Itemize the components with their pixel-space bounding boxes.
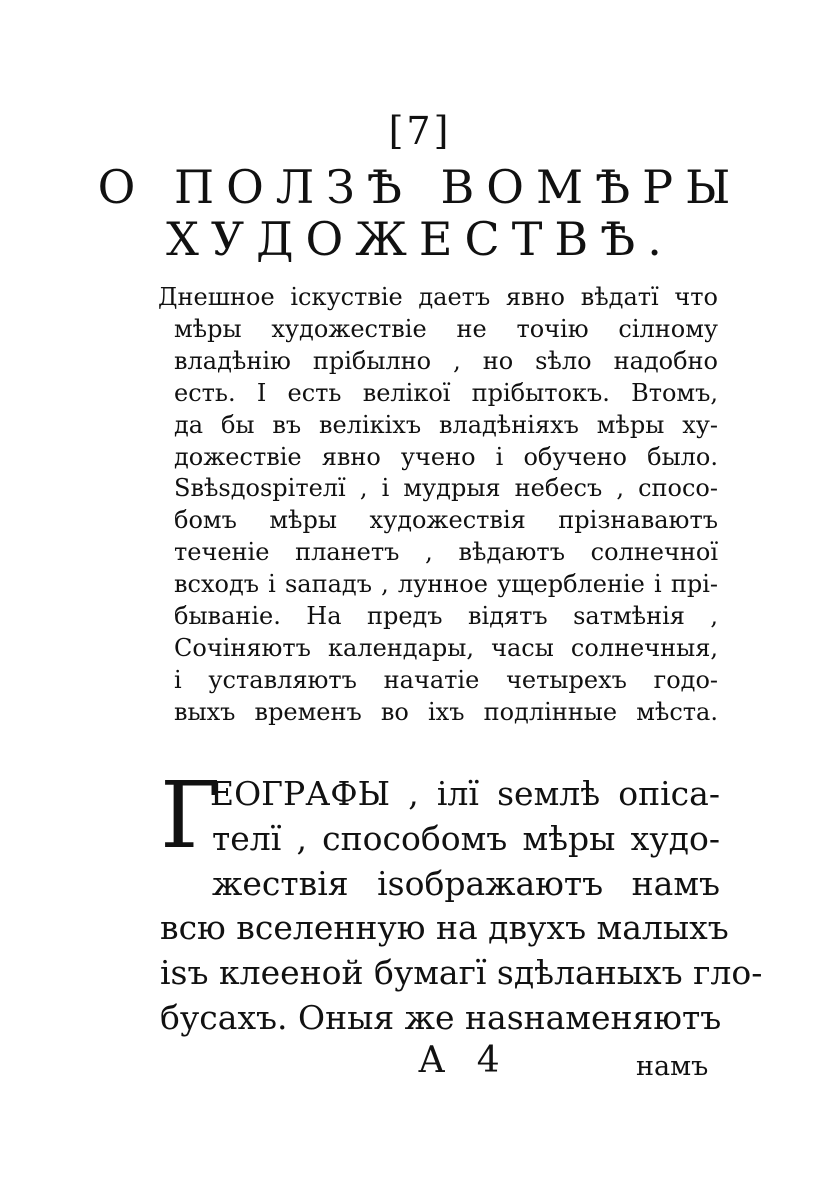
text-line: владѣнію прібылно , но sѣло надобно [174,346,718,375]
text-line: телї , способомъ мѣры худо- [212,818,720,858]
text-line: бываніе. На предъ відятъ sатмѣнія , [174,602,718,631]
text-line: дожествіе явно учено і обучено было. [174,442,718,471]
chapter-heading-line-1: О ПОЛЗѢ ВОМѢРЫ [97,160,743,214]
text-line: есть. І есть велікої прібытокъ. Втомъ, [174,378,718,407]
text-line: Сочіняютъ календары, часы солнечныя, [174,633,718,662]
chapter-heading-line-2: ХУДОЖЕСТВѢ. [166,212,674,266]
text-line: выхъ временъ во іхъ подлінные мѣста. [174,697,718,726]
text-line: теченіе планетъ , вѣдаютъ солнечної [174,538,718,567]
text-line: всю вселенную на двухъ малыхъ [160,908,729,948]
page-number: [7] [388,109,452,153]
text-line: Sвѣsдоsрітелї , і мудрыя небесъ , спосо- [174,474,718,503]
catchword: намъ [636,1051,709,1082]
text-line: ЕОГРАФЫ , ілї sемлѣ опіса- [210,774,720,813]
text-line: і уставляютъ начатіе четырехъ годо- [174,665,718,694]
drop-initial-letter: Г [160,762,221,869]
text-line: да бы въ велікіхъ владѣніяхъ мѣры ху- [174,410,718,439]
text-line: іsъ клееной бумагї sдѣланыхъ гло- [160,953,763,993]
text-line: бусахъ. Оныя же наsнаменяютъ [160,997,722,1037]
signature-mark: А 4 [418,1040,510,1081]
text-line: жествія іsображаютъ намъ [212,863,720,903]
text-line: мѣры художествіе не точію сілному [174,314,718,343]
paragraph-intro [158,282,718,729]
text-line: всходъ і sападъ , лунное ущербленіе і прі- [174,570,718,599]
text-line: бомъ мѣры художествія прізнаваютъ [174,506,718,535]
text-line: Днешное іскуствіе даетъ явно вѣдатї что [158,283,718,311]
paragraph-geographers [160,762,763,1041]
